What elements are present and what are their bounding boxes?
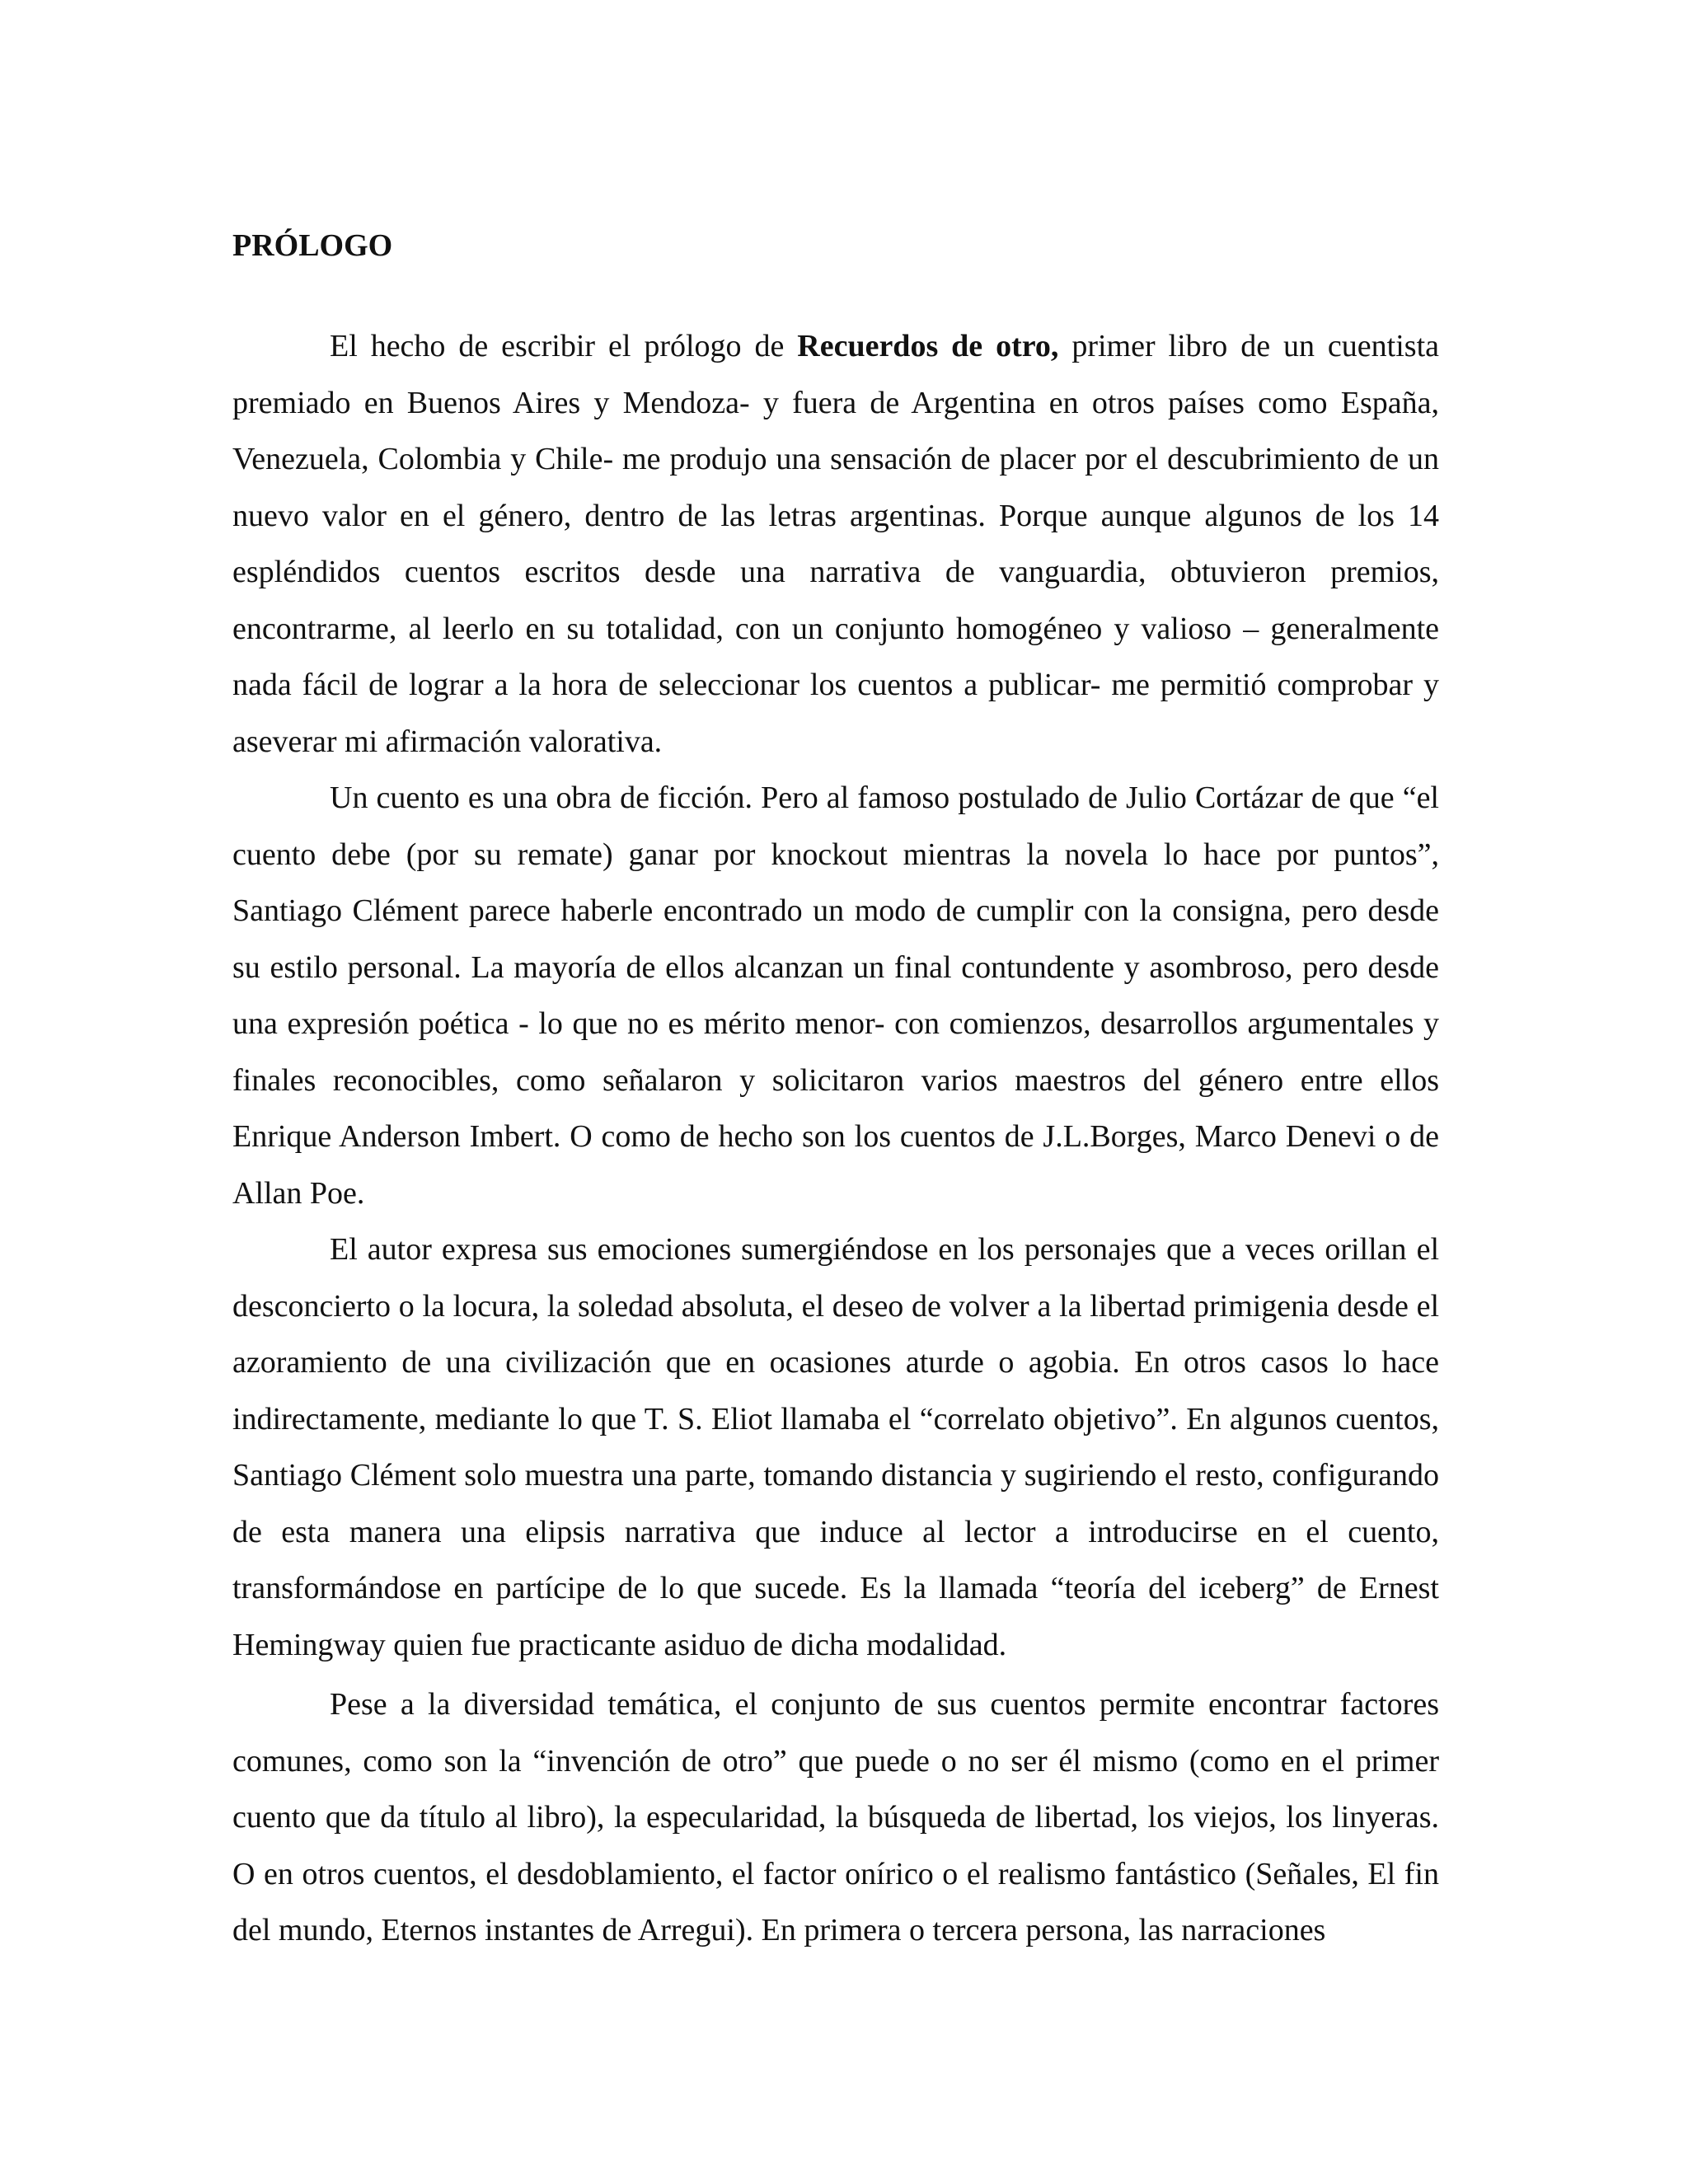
paragraph-1 xyxy=(232,318,1439,770)
book-title: Recuerdos de otro, xyxy=(797,329,1059,363)
paragraph-1-body: primer libro de un cuentista premiado en Buenos Aires y Mendoza- y fuera de Argentina en otros países como España, Venezuela, Colombia y Chile- me produjo una sensación de placer por el descubrimiento de un nuevo valor en el género, dentro de las letras argentinas. Porque aunque algunos de los 14 espléndidos cuentos escritos desde una narrativa de vanguardia, obtuvieron premios, encontrarme, al leerlo en su totalidad, con un conjunto homogéneo y valioso – generalmente nada fácil de lograr a la hora de seleccionar los cuentos a publicar- me permitió comprobar y aseverar mi afirmación valorativa. xyxy=(232,329,1439,759)
prologue-content xyxy=(232,221,1439,1959)
paragraph-1-intro: El hecho de escribir el prólogo de xyxy=(330,329,798,363)
paragraph-3: El autor expresa sus emociones sumergiéndose en los personajes que a veces orillan el desconcierto o la locura, la soledad absoluta, el deseo de volver a la libertad primigenia desde el azoramiento de una civilización que en ocasiones aturde o agobia. En otros casos lo hace indirectamente, mediante lo que T. S. Eliot llamaba el “correlato objetivo”. En algunos cuentos, Santiago Clément solo muestra una parte, tomando distancia y sugiriendo el resto, configurando de esta manera una elipsis narrativa que induce al lector a introducirse en el cuento, transformándose en partícipe de lo que sucede. Es la llamada “teoría del iceberg” de Ernest Hemingway quien fue practicante asiduo de dicha modalidad. xyxy=(232,1232,1439,1662)
paragraph-2: Un cuento es una obra de ficción. Pero al famoso postulado de Julio Cortázar de que “el cuento debe (por su remate) ganar por knockout mientras la novela lo hace por puntos”, Santiago Clément parece haberle encontrado un modo de cumplir con la consigna, pero desde su estilo personal. La mayoría de ellos alcanzan un final contundente y asombroso, pero desde una expresión poética - lo que no es mérito menor- con comienzos, desarrollos argumentales y finales reconocibles, como señalaron y solicitaron varios maestros del género entre ellos Enrique Anderson Imbert. O como de hecho son los cuentos de J.L.Borges, Marco Denevi o de Allan Poe. xyxy=(232,780,1439,1211)
paragraph-4: Pese a la diversidad temática, el conjunto de sus cuentos permite encontrar factores comunes, como son la “invención de otro” que puede o no ser él mismo (como en el primer cuento que da título al libro), la especularidad, la búsqueda de libertad, los viejos, los linyeras. O en otros cuentos, el desdoblamiento, el factor onírico o el realismo fantástico (Señales, El fin del mundo, Eternos instantes de Arregui). En primera o tercera persona, las narraciones xyxy=(232,1687,1439,1947)
page-heading: PRÓLOGO xyxy=(232,228,393,263)
